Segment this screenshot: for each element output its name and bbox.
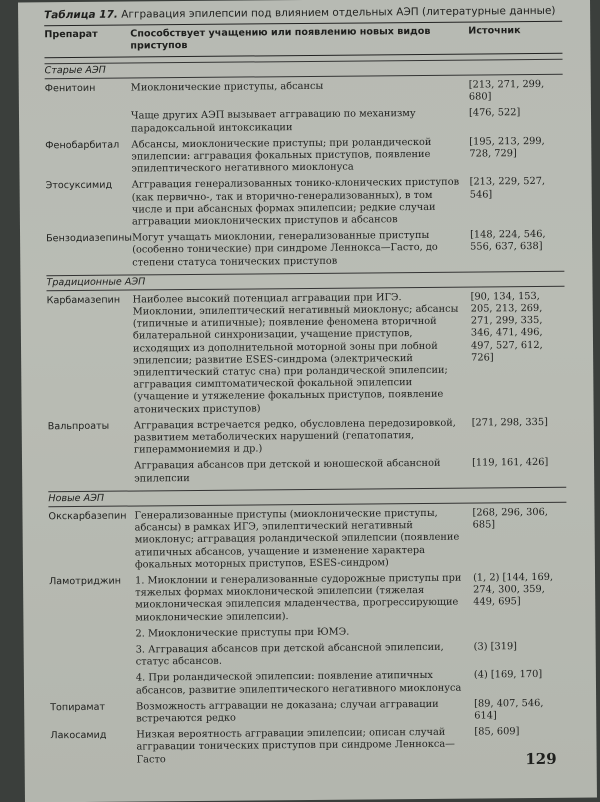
source-refs: [195, 213, 299, 728, 729] [469,135,545,160]
drug-name: Лакосамид [50,729,107,742]
table-row [50,726,568,767]
section-old-aeds: Старые АЭП [45,59,563,80]
table-number: Таблица 17. [44,8,118,22]
header-source: Источник [468,25,521,37]
header-drug: Препарат [44,28,98,41]
drug-name: Вальпроаты [47,420,110,433]
table-caption: Аггравация эпилепсии под влиянием отдельных АЭП (литературные данные) [121,4,556,21]
table-row [49,624,567,641]
table-row [45,79,563,108]
table-row [46,176,564,229]
table-row [45,107,563,136]
table-row [50,641,568,670]
effect-text: Возможность аггравации не доказана; случаи аггравации встречаются редко [136,698,439,725]
effect-text: Аггравация абсансов при детской и юношеской абсансной эпилепсии [134,458,441,485]
drug-name: Топирамат [50,701,106,713]
table-row [50,669,568,698]
header-effect: Способствует учащению или появлению новых видов приступов [130,25,431,52]
section-new-aeds: Новые АЭП [48,487,566,508]
effect-text: 3. Аггравация абсансов при детской абсансной эпилепсии, статус абсансов. [135,641,444,668]
source-refs: [119, 161, 426] [472,457,549,470]
source-refs: [271, 298, 335] [471,416,548,429]
table-row [50,697,568,726]
drug-name: Бензодиазепины [46,232,132,245]
source-refs: [85, 609] [474,726,520,738]
effect-text: 2. Миоклонические приступы при ЮМЭ. [135,626,350,640]
drug-name: Карбамазепин [46,294,121,307]
drug-name: Ламотриджин [49,575,122,588]
drug-name: Фенитоин [44,82,96,95]
drug-name: Фенобарбитал [45,139,120,152]
source-refs: (1, 2) [144, 169, 274, 300, 359, 449, 695] [473,571,554,608]
source-refs: [90, 134, 153, 205, 213, 269, 271, 299, 335, 346, 471, 496, 497, 527, 612, 726] [470,290,543,364]
source-refs: [268, 296, 306, 685] [472,506,549,531]
table-row [49,572,567,625]
effect-text: Абсансы, миоклонические приступы; при роландической эпилепсии: аггравация фокальных приступов, появление эпилептического негативного миоклонуса [131,136,432,175]
effect-text: Генерализованные приступы (миоклонические приступы, абсансы) в рамках ИГЭ, эпилептический негативный миоклонус; аггравация роландической эпилепсии (появление атипичных абсансов, учащение и изменение характера фокальных моторных приступов, ESES-синдром) [134,507,460,571]
source-refs: (4) [169, 170] [473,669,543,681]
effect-text: 1. Миоклонии и генерализованные судорожные приступы при тяжелых формах миоклонической эпилепсии (тяжелая миоклоническая эпилепсия младенчества, прогрессирующие миоклонические эпилепсии). [135,572,462,624]
table-header [44,22,562,59]
section-traditional-aeds: Традиционные АЭП [46,271,564,292]
source-refs: [476, 522] [468,107,521,119]
table-row [48,417,566,458]
drug-name: Окскарбазепин [48,510,127,523]
drug-name: Этосуксимид [45,180,113,192]
effect-text: Аггравация встречается редко, обусловлена передозировкой, развитием метаболических нарушений (гепатопатия, гипераммониемия и др.) [133,417,456,456]
effect-text: Наиболее высокий потенциал аггравации при ИГЭ. Миоклонии, эпилептический негативный миоклонус; абсансы (типичные и атипичные); появление феномена вторичной билатеральной синхронизации, учащение приступов, исходящих из дополнительной моторной зоны при лобной эпилепсии; развитие ESES-синдрома (электрический эпилептический статус сна) при роландической эпилепсии; аггравация симптоматической фокальной эпилепсии (учащение и утяжеление фокальных приступов, появление атонических приступов) [132,292,459,416]
source-refs: [89, 407, 546, 614] [474,697,544,722]
effect-text: Низкая вероятность аггравации эпилепсии; описан случай аггравации тонических приступов при синдроме Леннокса—Гасто [136,726,456,766]
effect-text: Могут учащать миоклонии, генерализованные приступы (особенно тонические) при синдроме Леннокса—Гасто, до степени статуса тонических приступов [132,230,438,269]
page-number: 129 [525,749,557,769]
source-refs: [148, 224, 546, 556, 637, 638] [470,229,546,253]
table-row [45,136,563,177]
effect-text: Аггравация генерализованных тонико-клонических приступов (как первично-, так и вторично-генерализованных), в том числе и при абсансных формах эпилепсии; редкие случаи аггравации миоклонических приступов и абсансов [131,177,460,228]
table-row [48,457,566,486]
effect-text: Чаще других АЭП вызывает аггравацию по механизму парадоксальной интоксикации [130,108,416,135]
book-page [18,0,597,802]
source-refs: [213, 271, 299, 680] [468,78,545,103]
table-row [46,229,564,270]
effect-text: 4. При роландической эпилепсии: появление атипичных абсансов, развитие эпилептического негативного миоклонуса [135,670,462,697]
table-row [48,507,567,573]
table-row [47,291,566,418]
source-refs: (3) [319] [473,641,518,653]
effect-text: Миоклонические приступы, абсансы [130,80,324,94]
source-refs: [213, 229, 527, 546] [469,176,546,201]
